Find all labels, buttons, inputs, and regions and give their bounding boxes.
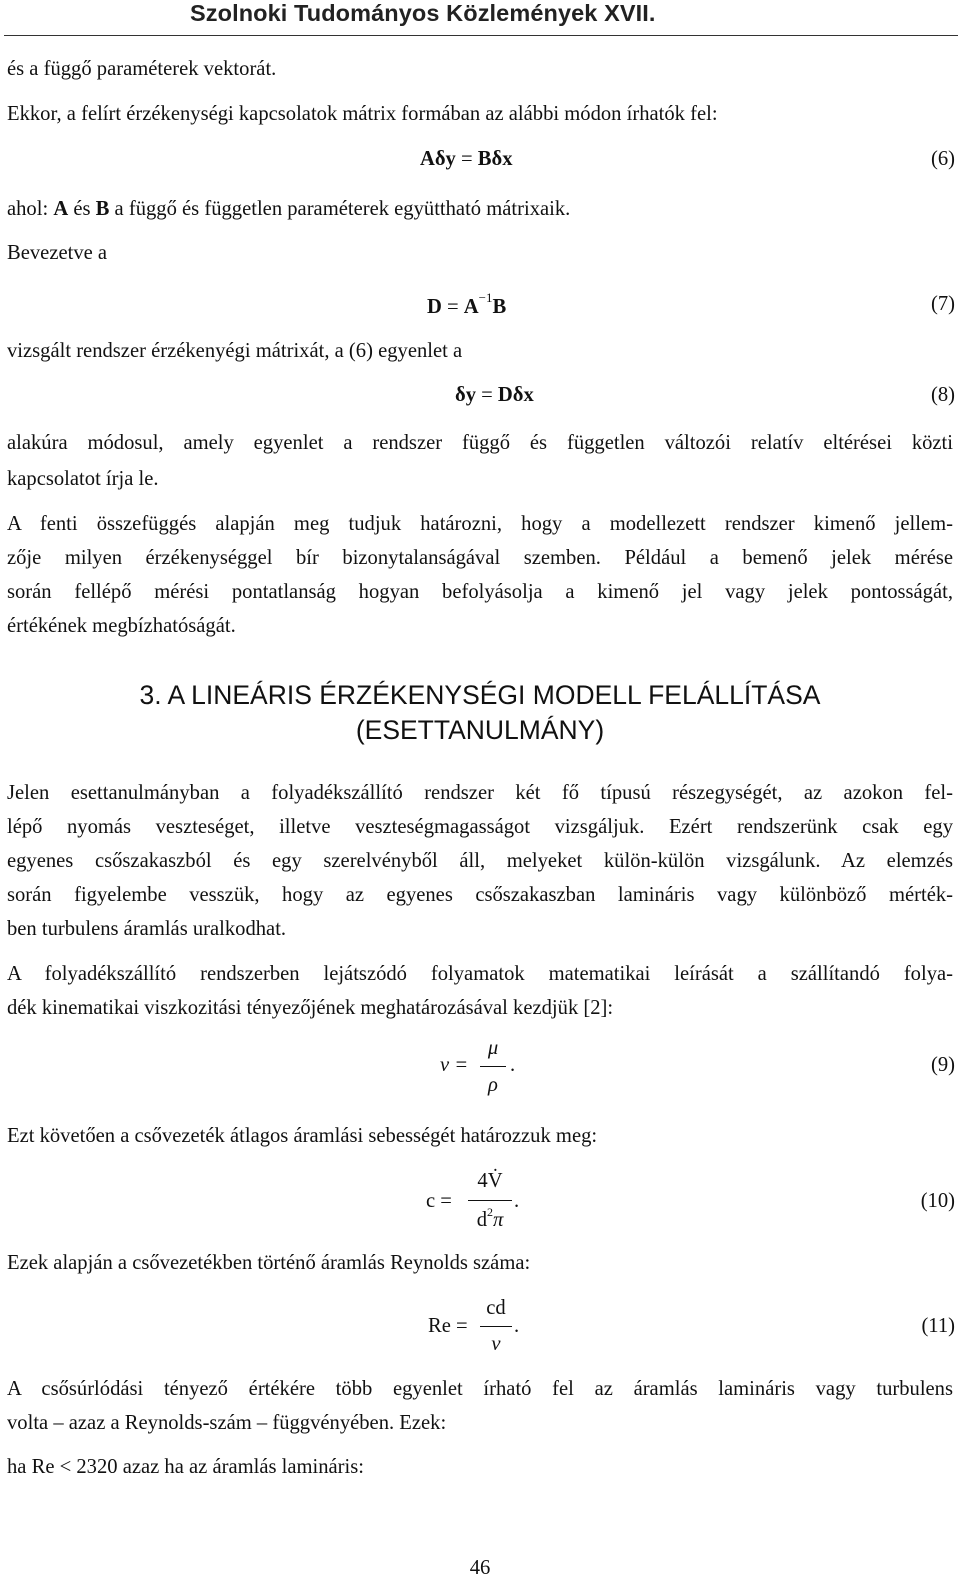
text: és <box>68 198 96 220</box>
paragraph-line: vizsgált rendszer érzékenyégi mátrixát, a (6) egyenlet a <box>7 340 463 362</box>
paragraph-line: A folyadékszállító rendszerben lejátszódó folyamatok matematikai leírását a szállítandó folya- <box>7 963 953 985</box>
paragraph-line: dék kinematikai viszkozitási tényezőjének meghatározásával kezdjük [2]: <box>7 997 614 1019</box>
eq7-sup: −1 <box>478 290 493 305</box>
equation-11-number: (11) <box>921 1315 955 1337</box>
paragraph-line: zője milyen érzékenységgel bír bizonytalanságával szemben. Például a bemenő jelek mérése <box>7 547 953 569</box>
eq11-fraction-bar <box>480 1326 512 1327</box>
eq10-tail: . <box>514 1190 520 1212</box>
paragraph-line: Ekkor, a felírt érzékenységi kapcsolatok mátrix formában az alábbi módon írhatók fel: <box>7 103 718 125</box>
eq9-tail: . <box>510 1054 516 1076</box>
eq10-denominator <box>466 1207 514 1232</box>
paragraph-line: lépő nyomás veszteséget, illetve veszteségmagasságot vizsgáljuk. Ezért rendszerünk csak egy <box>7 816 953 838</box>
header-rule <box>4 35 958 36</box>
eq9-numerator: μ <box>487 1037 499 1059</box>
equation-8-number: (8) <box>930 384 955 406</box>
reynolds-condition: Re < 2320 <box>31 1456 118 1478</box>
eq6-lhs: Aδy <box>420 148 456 170</box>
paragraph-line: egyenes csőszakaszból és egy szerelvényből áll, melyeket külön-külön vizsgálunk. Az elemzés <box>7 850 953 872</box>
eq9-denominator: ρ <box>488 1074 498 1096</box>
eq9-fraction-bar <box>480 1066 506 1067</box>
eq8-rhs: Dδx <box>497 384 534 406</box>
eq6-op: = <box>455 148 478 170</box>
eq8-lhs: δy <box>455 384 476 406</box>
paragraph-line <box>7 1456 364 1479</box>
eq10-numerator: 4V̇ <box>477 1170 503 1192</box>
equation-6 <box>420 148 513 171</box>
paragraph-line: során fellépő mérési pontatlanság hogyan befolyásolja a kimenő jel vagy jelek pontosságát, <box>7 581 953 603</box>
paragraph-line: A csősúrlódási tényező értékére több egyenlet írható fel az áramlás lamináris vagy turbulens <box>7 1378 953 1400</box>
eq7-lhs: D <box>427 295 442 318</box>
equation-8 <box>455 384 534 407</box>
eq9-lhs: ν = <box>440 1054 469 1076</box>
eq10-denom-pi: π <box>492 1208 504 1231</box>
equation-9-number: (9) <box>930 1054 955 1076</box>
paragraph-line: Bevezetve a <box>7 242 108 264</box>
paragraph-line: és a függő paraméterek vektorát. <box>7 58 277 80</box>
equation-7 <box>427 290 507 319</box>
eq11-lhs: Re = <box>428 1315 468 1337</box>
paragraph-line: Jelen esettanulmányban a folyadékszállító rendszer két fő típusú részegységét, az azokon fel- <box>7 782 953 804</box>
paragraph-line: volta – azaz a Reynolds-szám – függvényében. Ezek: <box>7 1412 447 1434</box>
matrix-b: B <box>95 198 110 220</box>
paragraph-line <box>7 198 570 221</box>
eq10-denom-sup: 2 <box>486 1205 493 1219</box>
eq6-rhs: Bδx <box>477 148 513 170</box>
section-heading: 3. A LINEÁRIS ÉRZÉKENYSÉGI MODELL FELÁLLÍTÁSA <box>139 680 821 710</box>
paragraph-line: A fenti összefüggés alapján meg tudjuk határozni, hogy a modellezett rendszer kimenő jellem- <box>7 513 953 535</box>
text: ahol: <box>7 198 54 220</box>
paragraph-line: értékének megbízhatóságát. <box>7 615 236 637</box>
paragraph-line: ben turbulens áramlás uralkodhat. <box>7 918 287 940</box>
paragraph-line: kapcsolatot írja le. <box>7 468 159 490</box>
page-number: 46 <box>469 1557 491 1579</box>
eq7-rhs-b: B <box>492 295 507 318</box>
paragraph-line: Ezek alapján a csővezetékben történő áramlás Reynolds száma: <box>7 1252 531 1274</box>
paragraph-line: során figyelembe vesszük, hogy az egyenes csőszakaszban lamináris vagy különböző mérték- <box>7 884 953 906</box>
equation-7-number: (7) <box>930 293 955 315</box>
paragraph-line: Ezt követően a csővezeték átlagos áramlási sebességét határozzuk meg: <box>7 1125 598 1147</box>
eq11-denominator: ν <box>491 1333 501 1355</box>
text: azaz ha az áramlás lamináris: <box>117 1456 364 1478</box>
eq7-rhs-a: A <box>463 295 479 318</box>
equation-10-number: (10) <box>920 1190 955 1212</box>
journal-header: Szolnoki Tudományos Közlemények XVII. <box>190 0 656 26</box>
eq10-denom-d: d <box>476 1208 487 1231</box>
eq11-tail: . <box>514 1315 520 1337</box>
eq10-lhs: c = <box>426 1190 452 1212</box>
eq8-op: = <box>476 384 498 406</box>
matrix-a: A <box>53 198 69 220</box>
text: a függő és független paraméterek együttható mátrixaik. <box>109 198 571 220</box>
eq11-numerator: cd <box>486 1297 506 1319</box>
paragraph-line: alakúra módosul, amely egyenlet a rendszer függő és független változói relatív eltérései közti <box>7 432 953 454</box>
equation-6-number: (6) <box>930 148 955 170</box>
eq10-fraction-bar <box>468 1200 512 1201</box>
section-heading-sub: (ESETTANULMÁNY) <box>355 715 605 745</box>
eq7-op: = <box>441 295 464 318</box>
text: ha <box>7 1456 32 1478</box>
